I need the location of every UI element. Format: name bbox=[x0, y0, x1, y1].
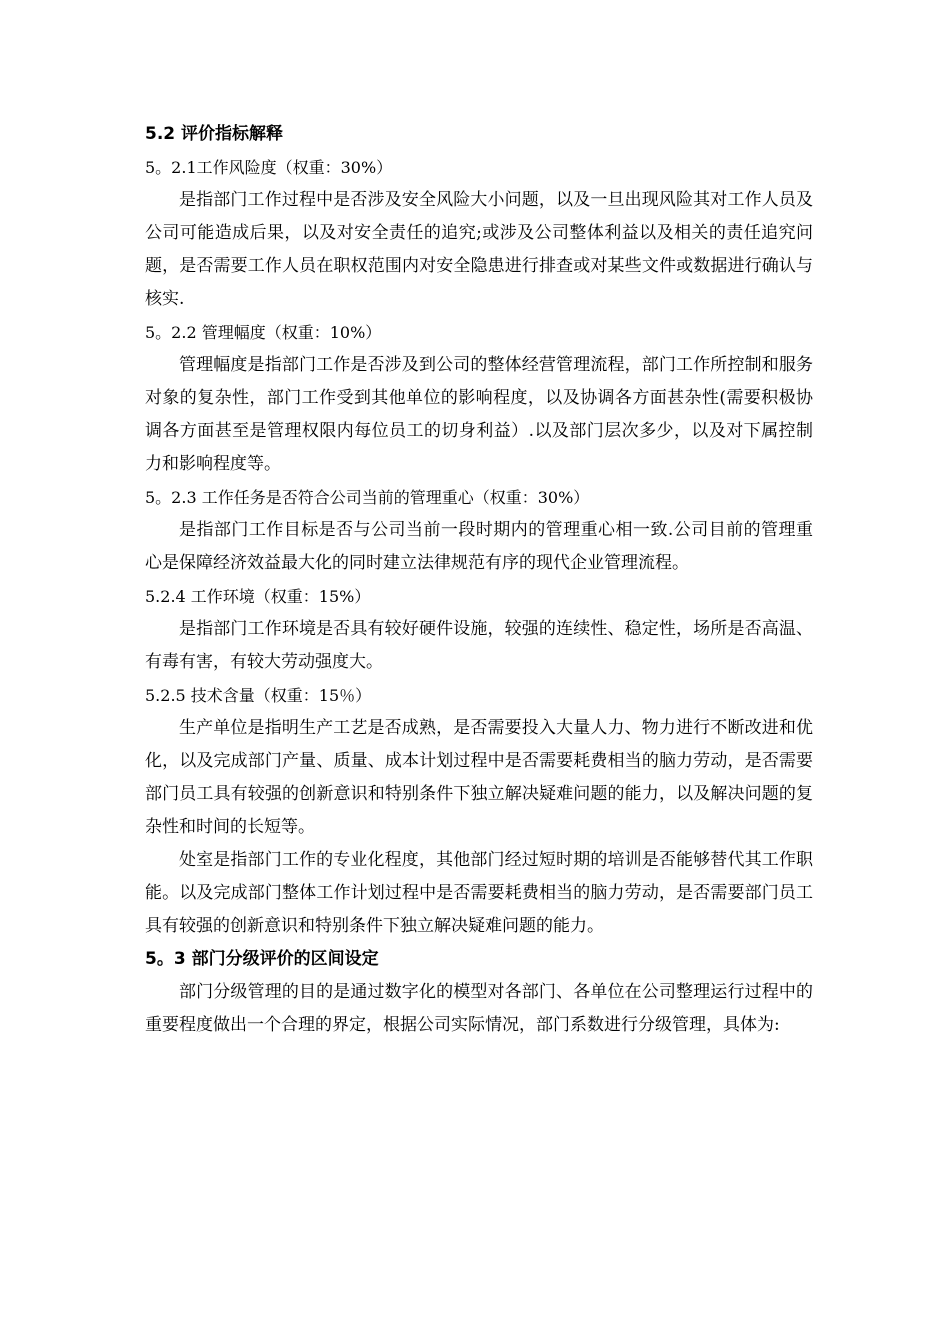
section-5-2-3-paragraph: 是指部门工作目标是否与公司当前一段时期内的管理重心相一致.公司目前的管理重心是保障经济效益最大化的同时建立法律规范有序的现代企业管理流程。 bbox=[145, 520, 813, 573]
section-5-2-4-paragraph: 是指部门工作环境是否具有较好硬件设施，较强的连续性、稳定性，场所是否高温、有毒有害，有较大劳动强度大。 bbox=[145, 619, 813, 672]
section-5-2-heading: 5.2 评价指标解释 bbox=[145, 124, 284, 144]
section-5-3-heading: 5。3 部门分级评价的区间设定 bbox=[145, 949, 379, 969]
section-5-3-paragraph: 部门分级管理的目的是通过数字化的模型对各部门、各单位在公司整理运行过程中的重要程度做出一个合理的界定，根据公司实际情况，部门系数进行分级管理，具体为: bbox=[145, 982, 813, 1035]
section-5-2-5-heading: 5.2.5 技术含量（权重：15％） bbox=[145, 686, 372, 705]
section-5-2-5-paragraph-office: 处室是指部门工作的专业化程度，其他部门经过短时期的培训是否能够替代其工作职能。以及完成部门整体工作计划过程中是否需要耗费相当的脑力劳动，是否需要部门员工具有较强的创新意识和特别条件下独立解决疑难问题的能力。 bbox=[145, 850, 813, 936]
section-5-2-4-heading: 5.2.4 工作环境（权重：15%） bbox=[145, 587, 371, 606]
section-5-2-1-paragraph: 是指部门工作过程中是否涉及安全风险大小问题，以及一旦出现风险其对工作人员及公司可能造成后果，以及对安全责任的追究;或涉及公司整体利益以及相关的责任追究问题，是否需要工作人员在职权范围内对安全隐患进行排查或对某些文件或数据进行确认与核实. bbox=[145, 190, 813, 309]
section-5-2-1-heading: 5。2.1工作风险度（权重：30%） bbox=[145, 158, 393, 177]
section-5-2-3-heading: 5。2.3 工作任务是否符合公司当前的管理重心（权重：30%） bbox=[145, 488, 590, 507]
section-5-2-2-heading: 5。2.2 管理幅度（权重：10%） bbox=[145, 323, 382, 342]
section-5-2-2-paragraph: 管理幅度是指部门工作是否涉及到公司的整体经营管理流程，部门工作所控制和服务对象的复杂性，部门工作受到其他单位的影响程度，以及协调各方面甚杂性(需要积极协调各方面甚至是管理权限内每位员工的切身利益）.以及部门层次多少，以及对下属控制力和影响程度等。 bbox=[145, 355, 813, 474]
document-body bbox=[145, 118, 813, 1042]
section-5-2-5-paragraph-production: 生产单位是指明生产工艺是否成熟，是否需要投入大量人力、物力进行不断改进和优化，以及完成部门产量、质量、成本计划过程中是否需要耗费相当的脑力劳动，是否需要部门员工具有较强的创新意识和特别条件下独立解决疑难问题的能力，以及解决问题的复杂性和时间的长短等。 bbox=[145, 718, 813, 837]
